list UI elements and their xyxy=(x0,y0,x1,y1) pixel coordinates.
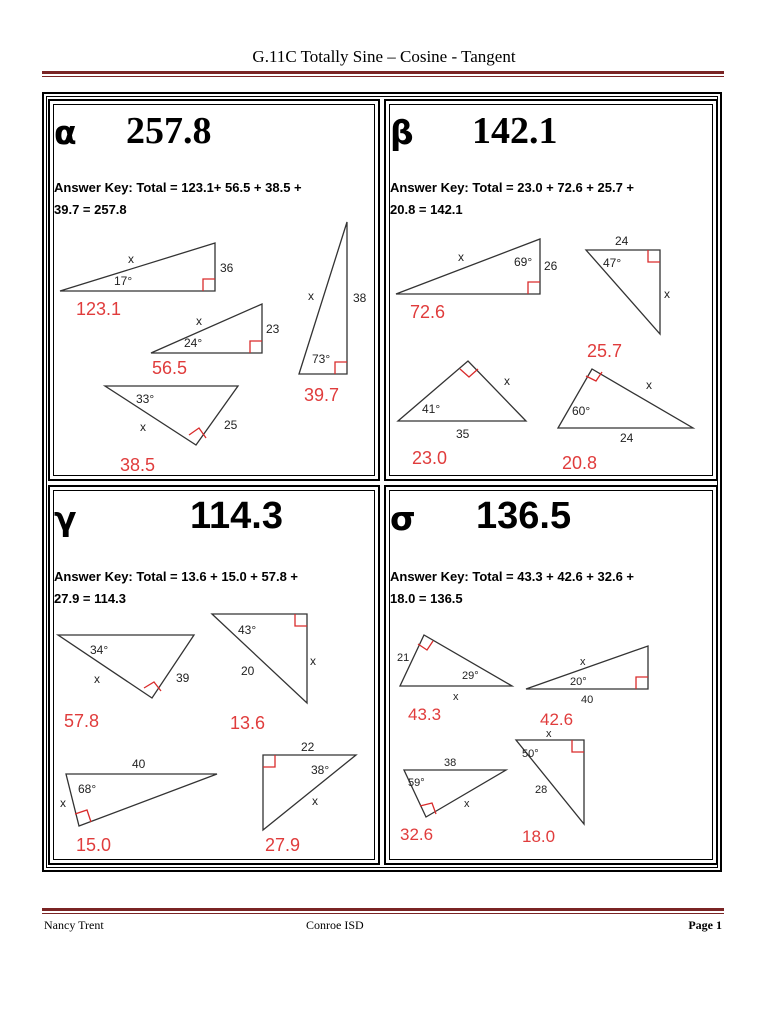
triangle-answer: 18.0 xyxy=(522,827,556,846)
triangle-answer: 13.6 xyxy=(230,713,266,733)
triangle-label: x xyxy=(60,796,66,810)
triangle-answer: 57.8 xyxy=(64,711,100,731)
triangle-label: 41° xyxy=(422,402,441,416)
triangle-label: x xyxy=(580,656,586,668)
triangle-label: 43° xyxy=(238,623,257,637)
footer-page: Page 1 xyxy=(688,918,722,932)
triangle-label: 73° xyxy=(312,352,331,366)
triangle-label: 34° xyxy=(90,643,109,657)
triangle-answer: 72.6 xyxy=(410,302,446,322)
triangle-answer: 25.7 xyxy=(587,341,623,361)
triangle-label: x xyxy=(646,378,652,392)
triangle-answer: 56.5 xyxy=(152,358,188,378)
triangle-answer: 32.6 xyxy=(400,825,434,844)
footer-rule xyxy=(42,908,724,911)
cell-beta xyxy=(384,99,718,481)
triangle-label: 21 xyxy=(397,652,410,664)
triangle-label: x xyxy=(504,374,510,388)
triangle-label: x xyxy=(94,672,100,686)
triangle-answer: 38.5 xyxy=(120,455,156,475)
triangle-answer: 42.6 xyxy=(540,710,574,729)
triangle-label: 38° xyxy=(311,763,330,777)
footer-rule-thin xyxy=(42,913,724,914)
cell-gamma xyxy=(48,485,380,865)
cell-sigma xyxy=(384,485,718,865)
triangle-label: 28 xyxy=(535,784,548,796)
answer-key-line-2: 27.9 = 114.3 xyxy=(54,591,126,606)
triangle-label: 24 xyxy=(615,234,629,248)
triangle-label: 22 xyxy=(301,740,315,754)
answer-key-line-1: Answer Key: Total = 23.0 + 72.6 + 25.7 + xyxy=(390,180,635,195)
triangle-label: 60° xyxy=(572,404,591,418)
triangle-figures xyxy=(50,487,382,867)
triangle-label: x xyxy=(128,252,134,266)
triangle-label: 33° xyxy=(136,392,155,406)
triangle-answer: 39.7 xyxy=(304,385,340,405)
cell-total: 257.8 xyxy=(126,110,212,152)
triangle-answer: 43.3 xyxy=(408,705,442,724)
header-rule xyxy=(42,71,724,74)
cell-total: 114.3 xyxy=(190,495,283,537)
footer-district: Conroe ISD xyxy=(306,918,364,932)
triangle-label: x xyxy=(464,798,470,810)
triangle-label: x xyxy=(310,654,316,668)
triangle-label: 17° xyxy=(114,274,133,288)
triangle-label: x xyxy=(546,728,552,740)
triangle-label: 38 xyxy=(444,757,457,769)
footer-author: Nancy Trent xyxy=(44,918,104,932)
cell-total: 136.5 xyxy=(476,495,572,537)
cell-symbol: γ xyxy=(54,499,77,538)
answer-key-line-2: 39.7 = 257.8 xyxy=(54,202,127,217)
triangle-label: 39 xyxy=(176,671,190,685)
triangle-label: 68° xyxy=(78,782,97,796)
triangle-label: x xyxy=(453,691,459,703)
cell-total: 142.1 xyxy=(472,110,558,152)
header-rule-thin xyxy=(42,76,724,77)
triangle-label: 26 xyxy=(544,259,558,273)
triangle-label: x xyxy=(196,314,202,328)
triangle-answer: 27.9 xyxy=(265,835,301,855)
triangle-label: x xyxy=(312,794,318,808)
answer-key-line-1: Answer Key: Total = 123.1+ 56.5 + 38.5 + xyxy=(54,180,302,195)
triangle-label: 40 xyxy=(581,694,594,706)
triangle-label: 25 xyxy=(224,418,238,432)
triangle-label: 20 xyxy=(241,664,255,678)
answer-key-line-1: Answer Key: Total = 13.6 + 15.0 + 57.8 + xyxy=(54,569,299,584)
cell-alpha xyxy=(48,99,380,481)
answer-key-line-2: 20.8 = 142.1 xyxy=(390,202,463,217)
worksheet-title: G.11C Totally Sine – Cosine - Tangent xyxy=(252,47,516,66)
triangle-label: 50° xyxy=(522,748,539,760)
triangle-answer: 20.8 xyxy=(562,453,598,473)
triangle-answer: 123.1 xyxy=(76,299,122,319)
triangle-label: 40 xyxy=(132,757,146,771)
triangle-figures xyxy=(50,101,382,483)
cell-symbol: σ xyxy=(390,499,416,538)
triangle-label: 23 xyxy=(266,322,280,336)
triangle-label: 38 xyxy=(353,291,367,305)
triangle-label: 29° xyxy=(462,670,479,682)
triangle-label: 69° xyxy=(514,255,533,269)
triangle-label: 59° xyxy=(408,777,425,789)
cell-symbol: α xyxy=(54,113,77,152)
answer-key-line-1: Answer Key: Total = 43.3 + 42.6 + 32.6 + xyxy=(390,569,635,584)
triangle-label: 24° xyxy=(184,336,203,350)
triangle-label: x xyxy=(458,250,464,264)
triangle-label: x xyxy=(664,287,670,301)
triangle-label: 47° xyxy=(603,256,622,270)
triangle-label: 35 xyxy=(456,427,470,441)
triangle-answer: 23.0 xyxy=(412,448,448,468)
triangle-label: x xyxy=(140,420,146,434)
triangle-label: 36 xyxy=(220,261,234,275)
triangle-figures xyxy=(386,487,720,867)
triangle-figures xyxy=(386,101,720,483)
triangle-answer: 15.0 xyxy=(76,835,112,855)
cell-symbol: β xyxy=(390,113,414,152)
triangle-label: 20° xyxy=(570,676,587,688)
triangle-label: 24 xyxy=(620,431,634,445)
answer-key-line-2: 18.0 = 136.5 xyxy=(390,591,463,606)
triangle-label: x xyxy=(308,289,314,303)
